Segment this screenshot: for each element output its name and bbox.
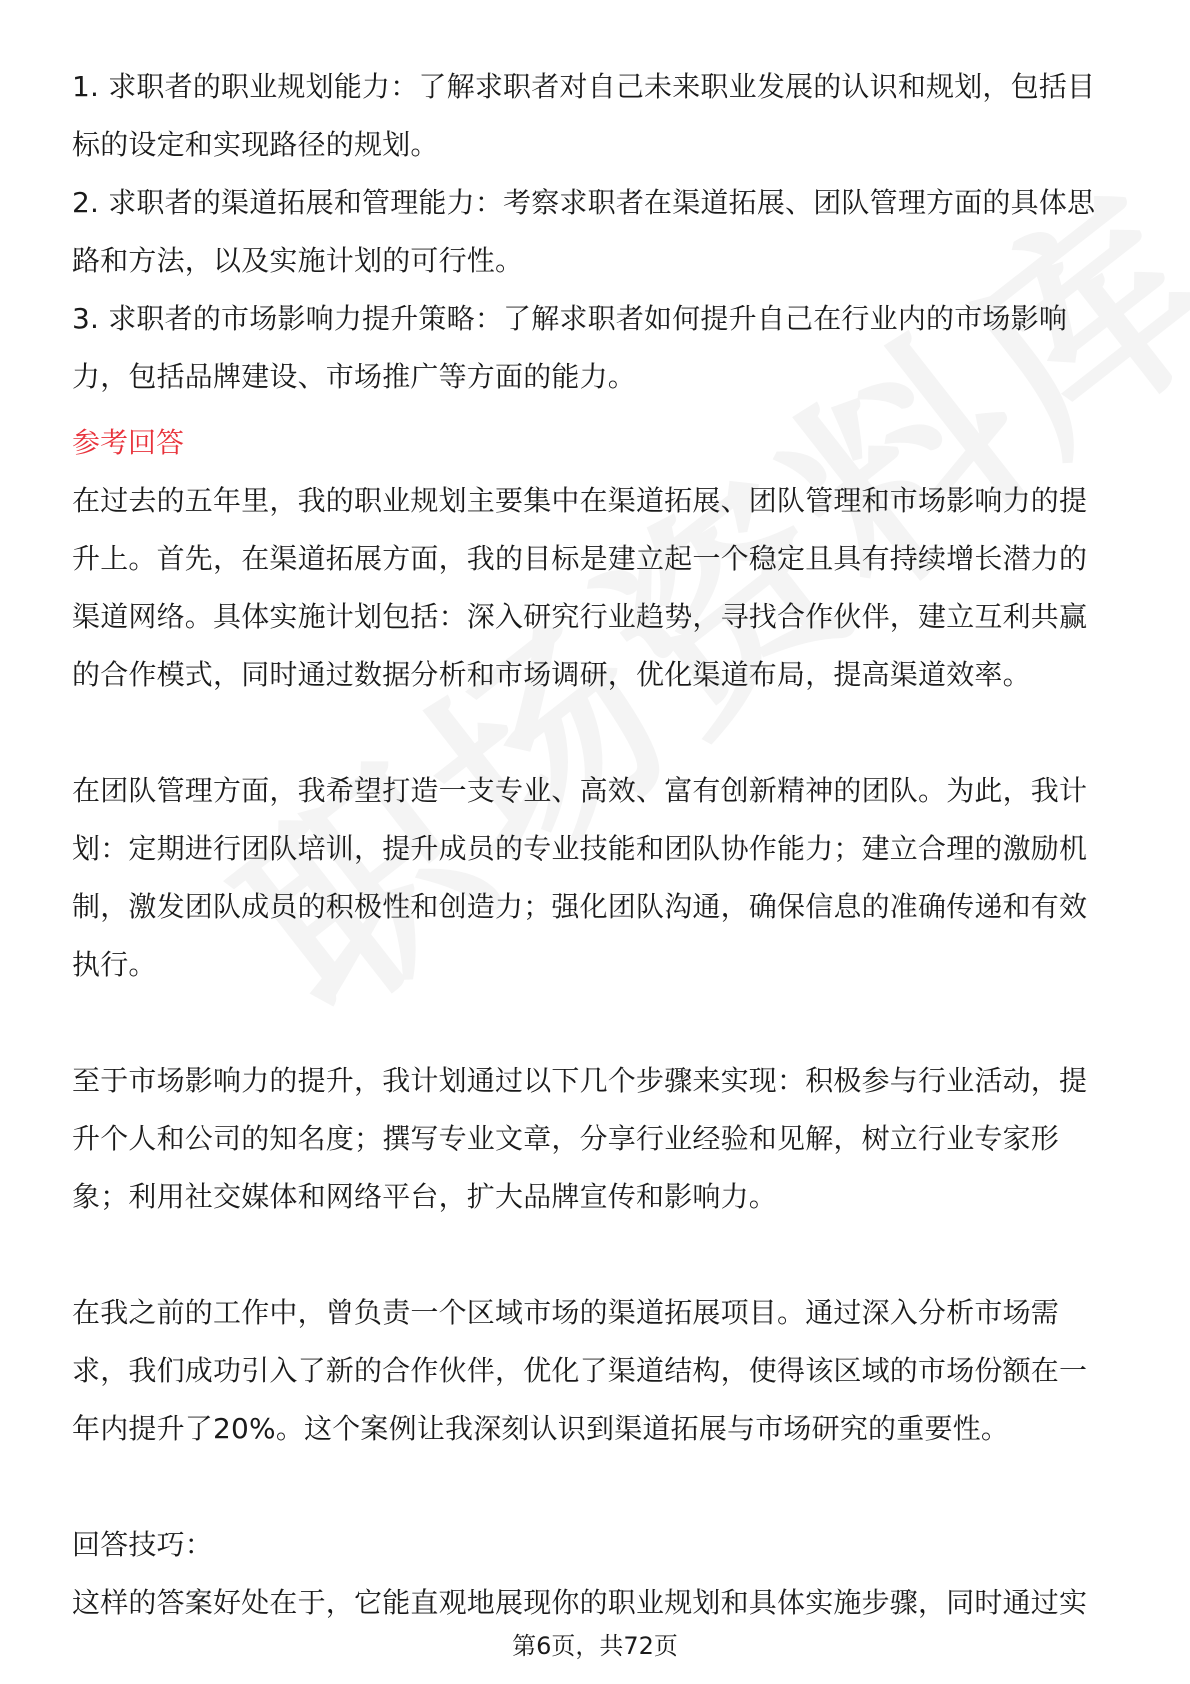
paragraph-line: 在我之前的工作中，曾负责一个区域市场的渠道拓展项目。通过深入分析市场需 [72,1296,1060,1329]
paragraph-line: 年内提升了20%。这个案例让我深刻认识到渠道拓展与市场研究的重要性。 [72,1412,1010,1445]
paragraph-line: 执行。 [72,948,157,981]
criteria-list [72,58,1118,406]
paragraph-line: 求，我们成功引入了新的合作伙伴，优化了渠道结构，使得该区域的市场份额在一 [72,1354,1088,1387]
paragraph-spacer [72,1226,1118,1284]
paragraph-line: 划：定期进行团队培训，提升成员的专业技能和团队协作能力；建立合理的激励机 [72,832,1088,865]
criteria-line: 路和方法，以及实施计划的可行性。 [72,244,524,277]
answer-paragraph [72,472,1118,704]
paragraph-line: 升上。首先，在渠道拓展方面，我的目标是建立起一个稳定且具有持续增长潜力的 [72,542,1088,575]
paragraph-spacer [72,704,1118,762]
paragraph-line: 在团队管理方面，我希望打造一支专业、高效、富有创新精神的团队。为此，我计 [72,774,1088,807]
paragraph-line: 至于市场影响力的提升，我计划通过以下几个步骤来实现：积极参与行业活动，提 [72,1064,1088,1097]
paragraph-line: 在过去的五年里，我的职业规划主要集中在渠道拓展、团队管理和市场影响力的提 [72,484,1088,517]
criteria-line: 1. 求职者的职业规划能力：了解求职者对自己未来职业发展的认识和规划，包括目 [72,70,1096,103]
paragraph-spacer [72,1458,1118,1516]
answer-paragraph [72,762,1118,994]
reference-answer-heading: 参考回答 [72,426,185,459]
criteria-line: 力，包括品牌建设、市场推广等方面的能力。 [72,360,637,393]
tips-heading: 回答技巧： [72,1528,214,1561]
paragraph-line: 制，激发团队成员的积极性和创造力；强化团队沟通，确保信息的准确传递和有效 [72,890,1088,923]
criteria-line: 标的设定和实现路径的规划。 [72,128,439,161]
page-number: 第6页，共72页 [512,1632,678,1660]
answer-paragraph [72,1052,1118,1226]
paragraph-line: 的合作模式，同时通过数据分析和市场调研，优化渠道布局，提高渠道效率。 [72,658,1031,691]
criteria-line: 3. 求职者的市场影响力提升策略：了解求职者如何提升自己在行业内的市场影响 [72,302,1068,335]
answer-paragraph [72,1284,1118,1458]
criteria-line: 2. 求职者的渠道拓展和管理能力：考察求职者在渠道拓展、团队管理方面的具体思 [72,186,1096,219]
document-page [72,58,1118,1632]
tips-line: 这样的答案好处在于，它能直观地展现你的职业规划和具体实施步骤，同时通过实 [72,1586,1088,1619]
paragraph-line: 升个人和公司的知名度；撰写专业文章，分享行业经验和见解，树立行业专家形 [72,1122,1060,1155]
paragraph-line: 渠道网络。具体实施计划包括：深入研究行业趋势，寻找合作伙伴，建立互利共赢 [72,600,1088,633]
paragraph-line: 象；利用社交媒体和网络平台，扩大品牌宣传和影响力。 [72,1180,778,1213]
paragraph-spacer [72,994,1118,1052]
